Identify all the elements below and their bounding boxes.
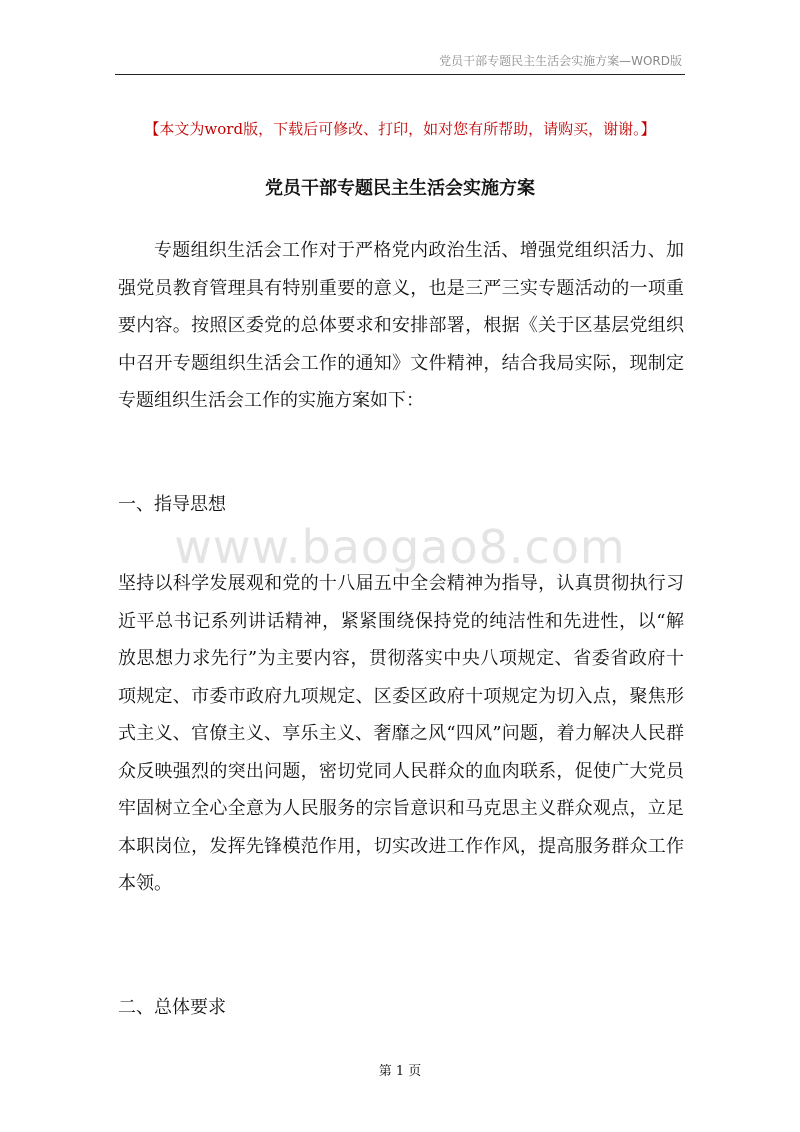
intro-text: 专题组织生活会工作对于严格党内政治生活、增强党组织活力、加强党员教育管理具有特别重要的意义，也是三严三实专题活动的一项重要内容。按照区委党的总体要求和安排部署，根据《关于区基层党组织中召开专题组织生活会工作的通知》文件精神，结合我局实际，现制定专题组织生活会工作的实施方案如下：: [118, 240, 684, 411]
purchase-notice: 【本文为word版，下载后可修改、打印，如对您有所帮助，请购买，谢谢。】: [144, 120, 656, 138]
section1-paragraph: [118, 565, 684, 903]
header-divider: [115, 74, 685, 75]
intro-paragraph: [118, 232, 684, 420]
page-number: 第 1 页: [378, 1064, 422, 1079]
watermark-text: www.baogao8.com: [174, 520, 626, 574]
running-header: 党员干部专题民主生活会实施方案—WORD版: [439, 54, 682, 68]
document-title: 党员干部专题民主生活会实施方案: [265, 178, 535, 199]
section-heading-2: 二、总体要求: [118, 997, 226, 1018]
section1-text: 坚持以科学发展观和党的十八届五中全会精神为指导，认真贯彻执行习近平总书记系列讲话精神，紧紧围绕保持党的纯洁性和先进性，以“解放思想力求先行”为主要内容，贯彻落实中央八项规定、省委省政府十项规定、市委市政府九项规定、区委区政府十项规定为切入点，聚焦形式主义、官僚主义、享乐主义、奢靡之风“四风”问题，着力解决人民群众反映强烈的突出问题，密切党同人民群众的血肉联系，促使广大党员牢固树立全心全意为人民服务的宗旨意识和马克思主义群众观点，立足本职岗位，发挥先锋模范作用，切实改进工作作风，提高服务群众工作本领。: [118, 573, 684, 894]
section-heading-1: 一、指导思想: [118, 494, 226, 515]
